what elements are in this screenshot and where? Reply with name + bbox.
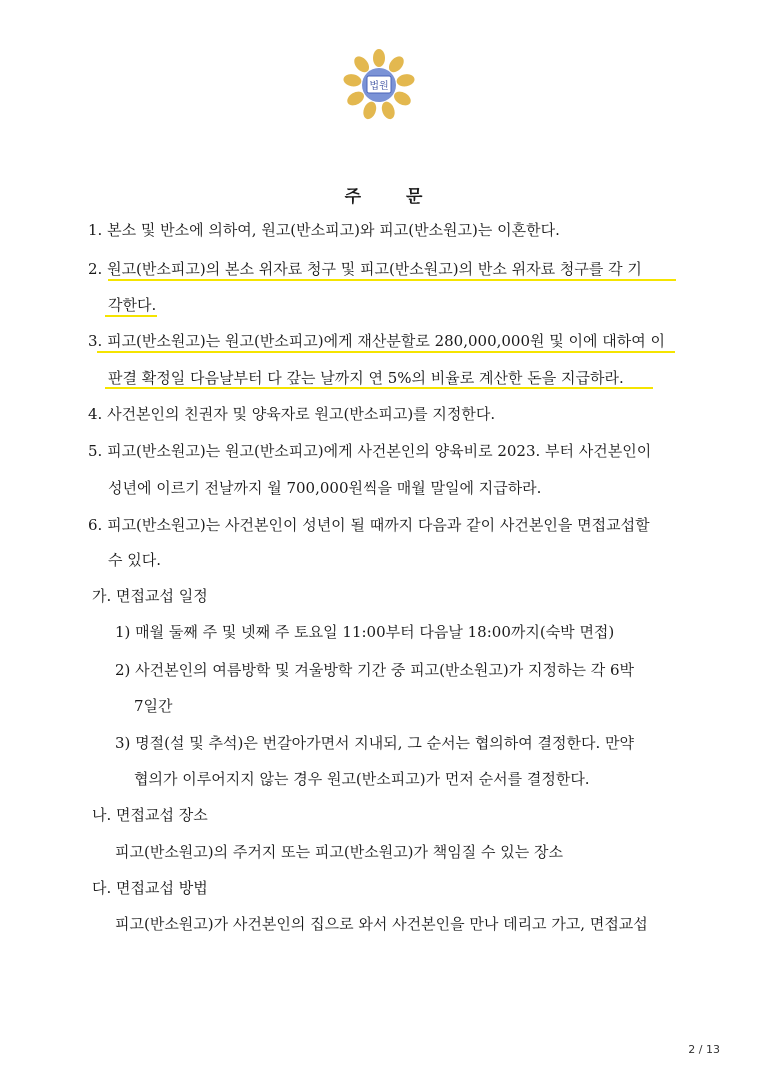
item-6-line-1: 6. 피고(반소원고)는 사건본인이 성년이 될 때까지 다음과 같이 사건본인을 면접교섭할 [88, 516, 650, 534]
emblem-text: 법원 [369, 81, 389, 92]
title-left: 주 [344, 187, 362, 207]
item-3-line-2: 판결 확정일 다음날부터 다 갚는 날까지 연 5%의 비율로 계산한 돈을 지급하라. [108, 369, 624, 387]
highlight-underline [108, 279, 676, 281]
schedule-item-1: 1) 매월 둘째 주 및 넷째 주 토요일 11:00부터 다음날 18:00까지(숙박 면접) [115, 623, 615, 641]
item-1: 1. 본소 및 반소에 의하여, 원고(반소피고)와 피고(반소원고)는 이혼한다. [88, 221, 560, 239]
schedule-item-2-line-1: 2) 사건본인의 여름방학 및 겨울방학 기간 중 피고(반소원고)가 지정하는 각 6박 [115, 661, 635, 679]
section-ga-heading: 가. 면접교섭 일정 [92, 587, 208, 605]
schedule-item-3-line-1: 3) 명절(설 및 추석)은 번갈아가면서 지내되, 그 순서는 협의하여 결정한다. 만약 [115, 734, 635, 752]
page-number: 2 / 13 [688, 1043, 720, 1056]
court-emblem-logo [340, 48, 418, 120]
item-5-line-1: 5. 피고(반소원고)는 원고(반소피고)에게 사건본인의 양육비로 2023. 부터 사건본인이 [88, 442, 652, 460]
schedule-item-2-line-2: 7일간 [134, 697, 173, 715]
item-2-line-1: 2. 원고(반소피고)의 본소 위자료 청구 및 피고(반소원고)의 반소 위자료 청구를 각 기 [88, 260, 642, 278]
highlight-underline [105, 315, 157, 317]
highlight-underline [105, 387, 653, 389]
item-2-line-2: 각한다. [108, 296, 157, 314]
section-na-body: 피고(반소원고)의 주거지 또는 피고(반소원고)가 책임질 수 있는 장소 [115, 843, 564, 861]
item-4: 4. 사건본인의 친권자 및 양육자로 원고(반소피고)를 지정한다. [88, 405, 496, 423]
schedule-item-3-line-2: 협의가 이루어지지 않는 경우 원고(반소피고)가 먼저 순서를 결정한다. [134, 770, 590, 788]
section-na-heading: 나. 면접교섭 장소 [92, 806, 208, 824]
section-da-body: 피고(반소원고)가 사건본인의 집으로 와서 사건본인을 만나 데리고 가고, 면접교섭 [115, 915, 648, 933]
title-right: 문 [406, 187, 424, 207]
section-da-heading: 다. 면접교섭 방법 [92, 879, 208, 897]
highlight-underline [97, 351, 675, 353]
page-title [0, 182, 768, 207]
item-6-line-2: 수 있다. [108, 551, 162, 569]
item-5-line-2: 성년에 이르기 전날까지 월 700,000원씩을 매월 말일에 지급하라. [108, 479, 542, 497]
item-3-line-1: 3. 피고(반소원고)는 원고(반소피고)에게 재산분할로 280,000,000원 및 이에 대하여 이 [88, 332, 666, 350]
